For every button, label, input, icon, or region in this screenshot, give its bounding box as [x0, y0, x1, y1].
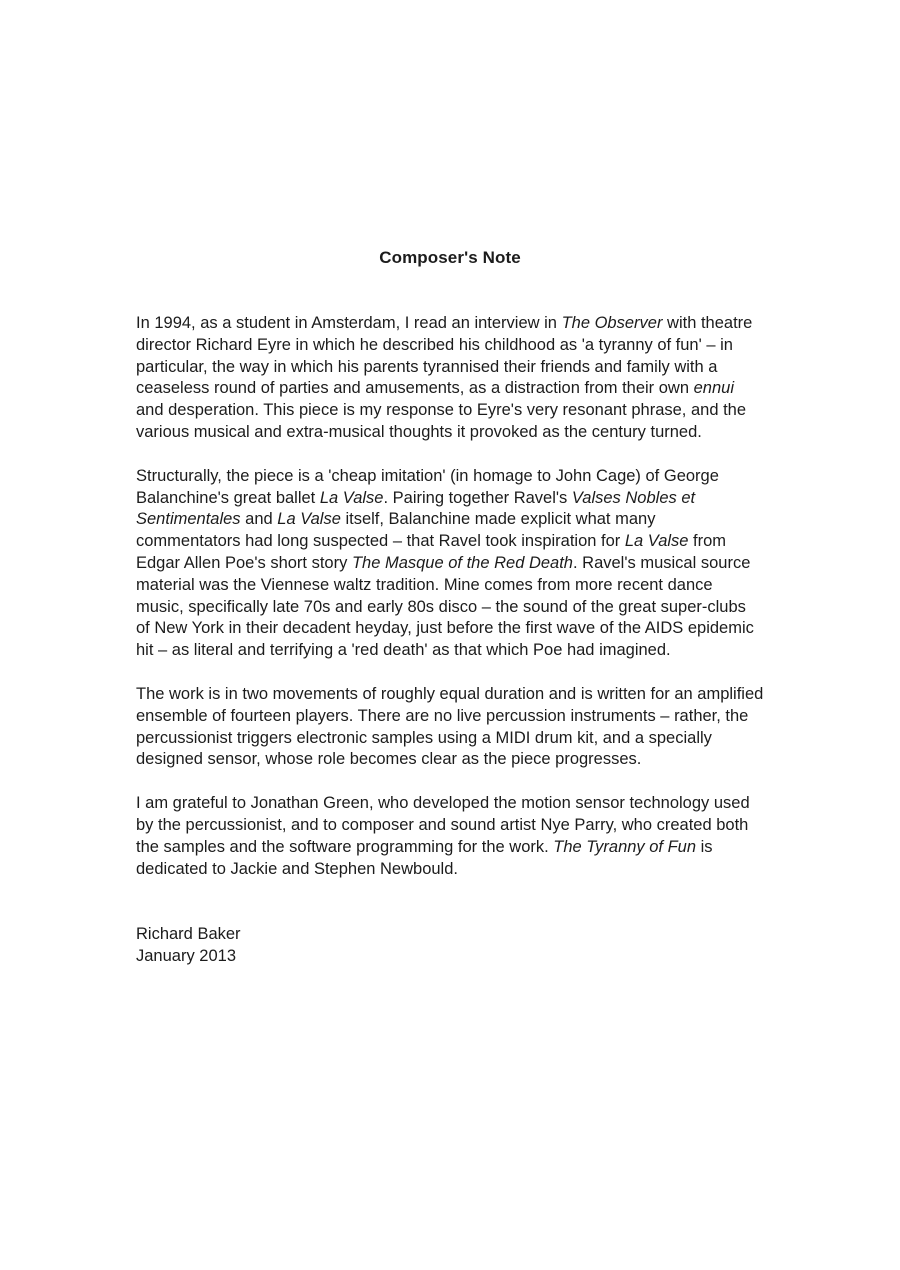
signature-block: [136, 924, 764, 968]
italic-text-run: Valses Nobles et Sentimentales: [136, 488, 696, 529]
signature-date: January 2013: [136, 947, 236, 966]
document-body: [136, 313, 764, 880]
paragraph: [136, 684, 764, 771]
text-run: The work is in two movements of roughly equal duration and is written for an amplified ensemble of fourteen players. There are no live percussion instruments – rather, the percussionist triggers electronic samples using a MIDI drum kit, and a specially designed sensor, whose role becomes clear as the piece progresses.: [136, 684, 764, 769]
italic-text-run: The Tyranny of Fun: [553, 837, 697, 856]
text-run: . Pairing together Ravel's: [383, 488, 572, 507]
text-run: from Edgar Allen Poe's short story: [136, 532, 727, 572]
text-run: and: [240, 510, 278, 529]
italic-text-run: La Valse: [624, 532, 689, 551]
text-run: itself, Balanchine made explicit what many commentators had long suspected – that Ravel took inspiration for: [136, 510, 656, 551]
text-run: I am grateful to Jonathan Green, who developed the motion sensor technology used by the percussionist, and to composer and sound artist Nye Parry, who created both the samples and the software programming for the work.: [136, 794, 750, 856]
paragraph: [136, 313, 764, 444]
text-run: is dedicated to Jackie and Stephen Newbould.: [136, 837, 713, 878]
italic-text-run: La Valse: [277, 510, 341, 529]
italic-text-run: The Observer: [561, 314, 663, 332]
italic-text-run: ennui: [693, 379, 734, 398]
signature-name: Richard Baker: [136, 925, 241, 944]
italic-text-run: The Masque of the Red Death: [351, 553, 573, 572]
text-run: with theatre director Richard Eyre in which he described his childhood as 'a tyranny of fun' – in particular, the way in which his parents tyrannised their friends and family with a ceaseless round of parties and amusements, as a distraction from their own: [136, 314, 753, 398]
paragraph: [136, 466, 764, 662]
paragraph: [136, 793, 764, 880]
page-title: Composer's Note: [379, 248, 521, 267]
text-run: and desperation. This piece is my response to Eyre's very resonant phrase, and the various musical and extra-musical thoughts it provoked as the century turned.: [136, 401, 747, 441]
text-run: . Ravel's musical source material was the Viennese waltz tradition. Mine comes from more recent dance music, specifically late 70s and early 80s disco – the sound of the great super-clubs of New York in their decadent heyday, just before the first wave of the AIDS epidemic hit – as literal and terrifying a 'red death' as that which Poe had imagined.: [136, 553, 754, 660]
text-run: Structurally, the piece is a 'cheap imitation' (in homage to John Cage) of George Balanchine's great ballet: [136, 466, 719, 507]
text-run: In 1994, as a student in Amsterdam, I read an interview in: [136, 314, 562, 332]
italic-text-run: La Valse: [319, 488, 384, 507]
